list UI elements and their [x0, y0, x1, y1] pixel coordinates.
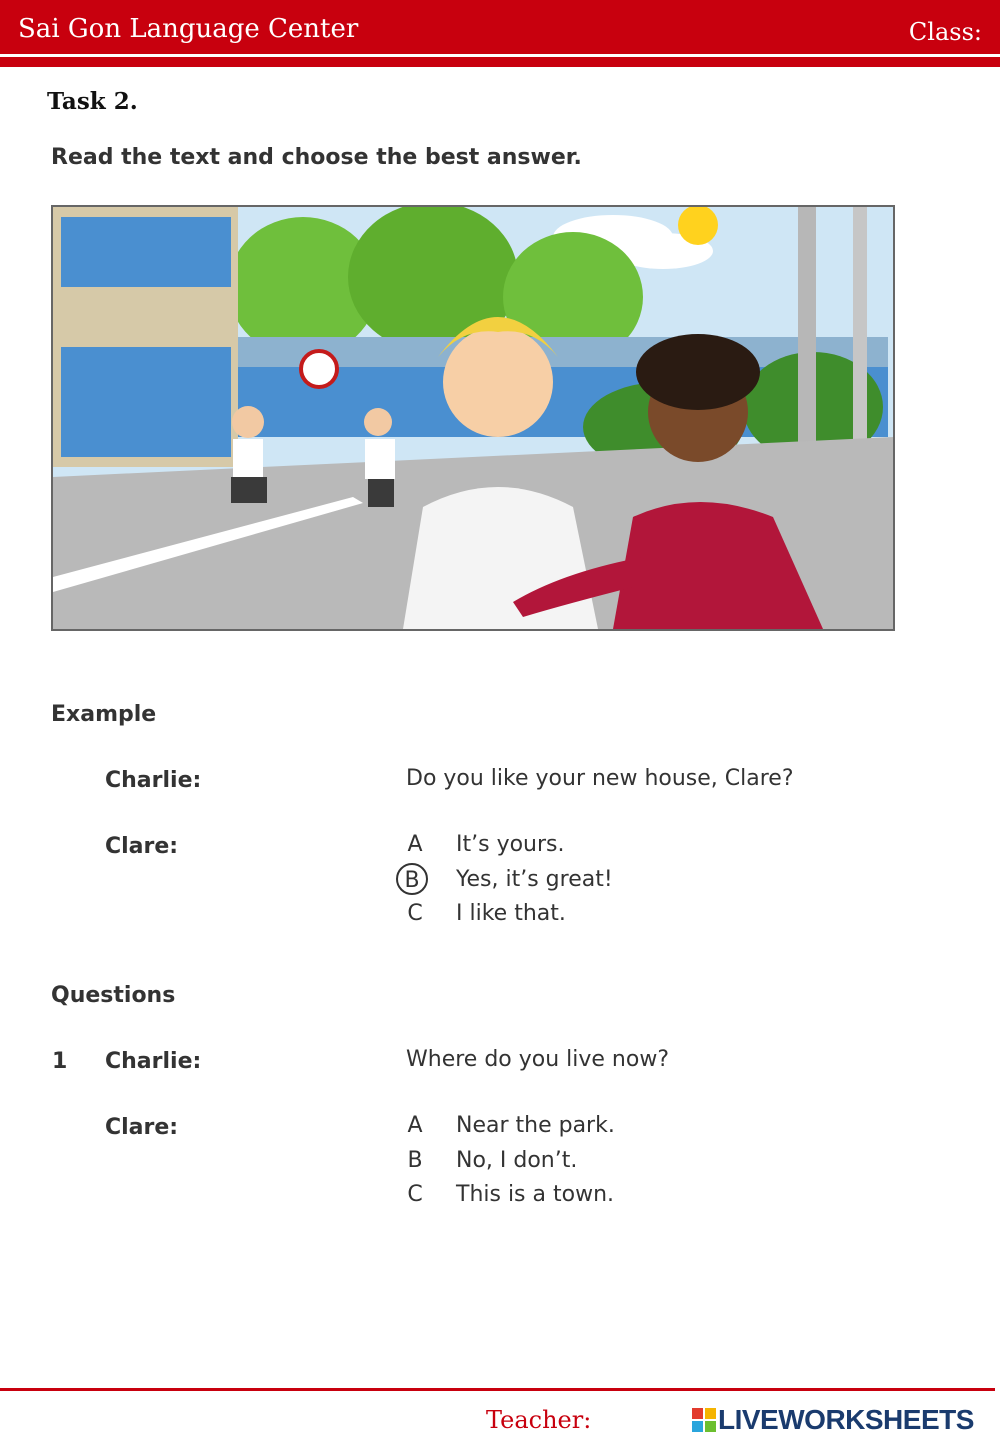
option-text: No, I don’t. [456, 1148, 578, 1173]
option-text: It’s yours. [456, 832, 565, 857]
option-letter: C [407, 901, 423, 926]
school-playground-illustration [51, 205, 895, 631]
task-title: Task 2. [47, 88, 138, 115]
question-speaker-charlie: Charlie: [105, 1049, 202, 1074]
example-question: Do you like your new house, Clare? [406, 766, 794, 791]
brand-name: LIVEWORKSHEETS [718, 1404, 974, 1435]
header-bar [0, 0, 1000, 54]
option-text: This is a town. [456, 1182, 615, 1207]
header-divider [0, 57, 1000, 67]
example-speaker-charlie: Charlie: [105, 768, 202, 793]
option-letter: A [407, 1113, 423, 1138]
question-text: Where do you live now? [406, 1047, 670, 1072]
question-number: 1 [52, 1049, 68, 1074]
option-text: Near the park. [456, 1113, 615, 1138]
questions-heading: Questions [51, 983, 176, 1008]
liveworksheets-logo-icon [692, 1408, 716, 1432]
option-letter: B [407, 1148, 423, 1173]
option-letter: A [407, 832, 423, 857]
class-label: Class: [908, 18, 982, 46]
option-letter: C [407, 1182, 423, 1207]
question-speaker-clare: Clare: [105, 1115, 179, 1140]
option-text: I like that. [456, 901, 566, 926]
teacher-label: Teacher: [486, 1406, 592, 1434]
example-speaker-clare: Clare: [105, 834, 179, 859]
option-letter-circled: B [396, 863, 428, 895]
option-text: Yes, it’s great! [456, 867, 613, 892]
example-heading: Example [51, 702, 157, 727]
footer-divider [0, 1388, 995, 1391]
task-instruction: Read the text and choose the best answer. [51, 145, 582, 170]
center-name: Sai Gon Language Center [18, 14, 359, 44]
